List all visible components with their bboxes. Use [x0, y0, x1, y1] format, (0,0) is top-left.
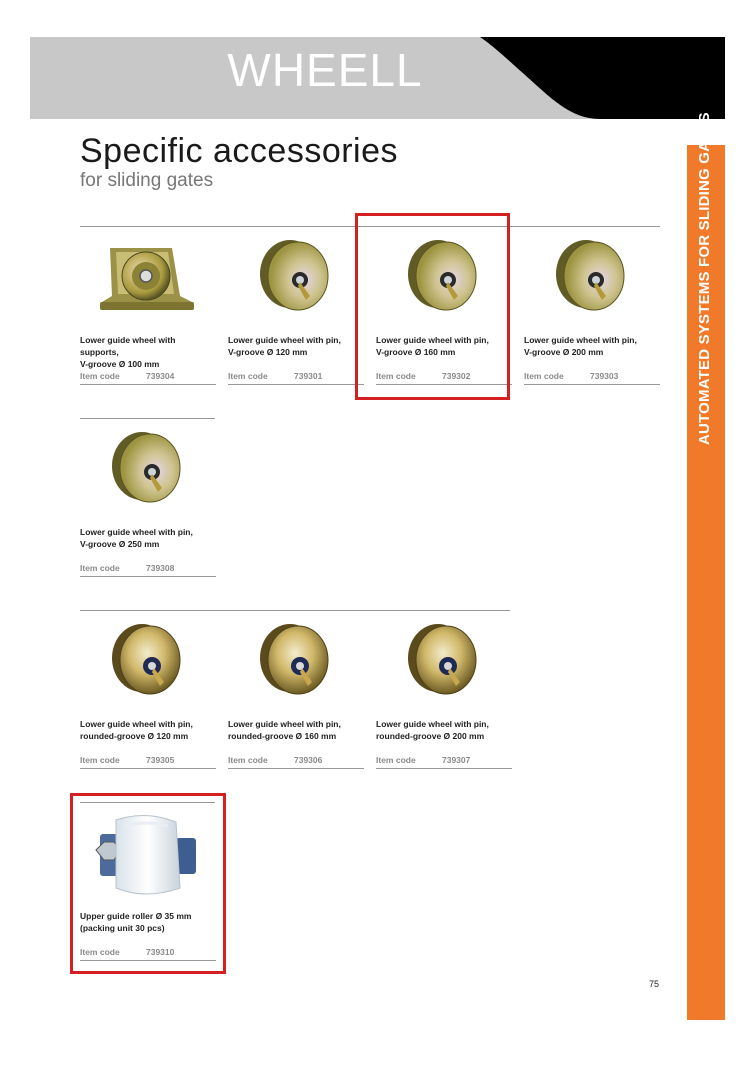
product-name: Lower guide wheel with pin, rounded-groove Ø 120 mm — [80, 719, 193, 741]
product-name: Lower guide wheel with pin, V-groove Ø 200 mm — [524, 335, 637, 357]
item-code-value: 739307 — [442, 755, 471, 765]
item-code-label: Item code — [376, 755, 416, 765]
item-code-value: 739304 — [146, 371, 175, 381]
item-code-label: Item code — [524, 371, 564, 381]
v-groove-wheel-icon — [228, 236, 364, 326]
item-code-row — [80, 371, 216, 385]
item-code-row — [228, 755, 364, 769]
item-code-label: Item code — [80, 947, 120, 957]
rounded-groove-wheel-icon — [376, 620, 512, 710]
product-name: Lower guide wheel with pin, rounded-groove Ø 160 mm — [228, 719, 341, 741]
item-code-row — [80, 755, 216, 769]
product-name: Lower guide wheel with supports, V-groove Ø 100 mm — [80, 335, 176, 369]
item-code-value: 739302 — [442, 371, 471, 381]
item-code-row — [376, 755, 512, 769]
item-code-label: Item code — [80, 371, 120, 381]
side-tab — [687, 112, 725, 1020]
section-divider — [80, 610, 510, 611]
wheel-with-support-icon — [80, 236, 216, 326]
item-code-row — [80, 563, 216, 577]
item-code-value: 739310 — [146, 947, 175, 957]
item-code-value: 739303 — [590, 371, 619, 381]
product-name: Lower guide wheel with pin, V-groove Ø 250 mm — [80, 527, 193, 549]
v-groove-wheel-icon — [524, 236, 660, 326]
side-tab-label: AUTOMATED SYSTEMS FOR SLIDING GATES — [696, 112, 713, 445]
product-name: Lower guide wheel with pin, V-groove Ø 160 mm — [376, 335, 489, 357]
item-code-value: 739306 — [294, 755, 323, 765]
item-code-label: Item code — [228, 755, 268, 765]
v-groove-wheel-icon — [80, 428, 216, 518]
page-subtitle: for sliding gates — [80, 170, 214, 191]
section-heading — [80, 132, 398, 192]
item-code-row — [524, 371, 660, 385]
banner-title: WHEELL — [227, 44, 423, 96]
product-name: Upper guide roller Ø 35 mm (packing unit 30 pcs) — [80, 911, 192, 933]
item-code-label: Item code — [80, 563, 120, 573]
section-divider — [80, 418, 215, 419]
page-title: Specific accessories — [80, 132, 399, 170]
item-code-value: 739301 — [294, 371, 323, 381]
header-banner — [30, 37, 725, 119]
item-code-label: Item code — [228, 371, 268, 381]
rounded-groove-wheel-icon — [228, 620, 364, 710]
item-code-value: 739305 — [146, 755, 175, 765]
product-name: Lower guide wheel with pin, rounded-groove Ø 200 mm — [376, 719, 489, 741]
item-code-label: Item code — [80, 755, 120, 765]
product-name: Lower guide wheel with pin, V-groove Ø 120 mm — [228, 335, 341, 357]
rounded-groove-wheel-icon — [80, 620, 216, 710]
item-code-row — [228, 371, 364, 385]
selection-highlight — [70, 793, 226, 974]
selection-highlight — [355, 213, 510, 400]
page-number: 75 — [649, 979, 660, 989]
item-code-label: Item code — [376, 371, 416, 381]
item-code-value: 739308 — [146, 563, 175, 573]
